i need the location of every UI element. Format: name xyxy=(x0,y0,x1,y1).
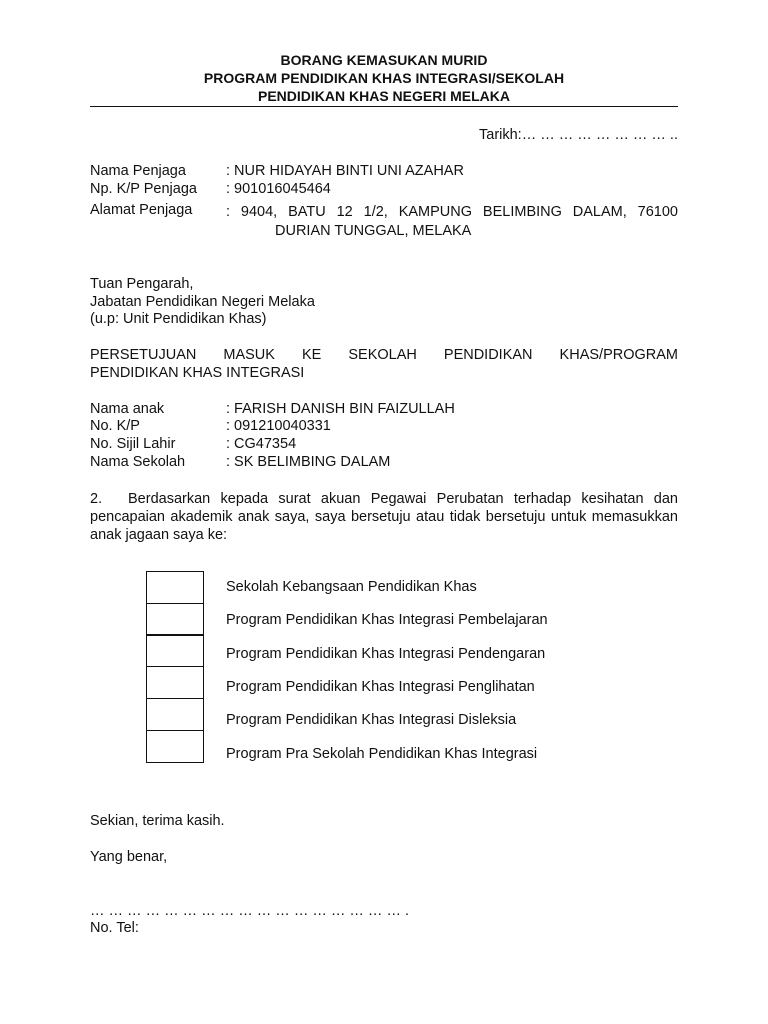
form-header xyxy=(90,51,678,105)
child-birth-cert-row xyxy=(90,436,678,452)
child-school-label: Nama Sekolah xyxy=(90,454,186,470)
consent-paragraph xyxy=(90,490,678,544)
child-school-value: : SK BELIMBING DALAM xyxy=(226,454,391,470)
recipient-unit: (u.p: Unit Pendidikan Khas) xyxy=(90,311,267,327)
guardian-name-row xyxy=(90,163,678,179)
closing-thanks: Sekian, terima kasih. xyxy=(90,813,225,829)
child-birth-cert-label: No. Sijil Lahir xyxy=(90,436,176,452)
option-checkboxes xyxy=(146,572,204,763)
checkbox-pra-sekolah[interactable] xyxy=(146,730,204,763)
guardian-ic-label: Np. K/P Penjaga xyxy=(90,181,197,197)
option-label: Program Pendidikan Khas Integrasi Pembelajaran xyxy=(226,612,548,628)
child-ic-label: No. K/P xyxy=(90,418,140,434)
subject-block xyxy=(90,347,678,382)
option-label: Program Pendidikan Khas Integrasi Pendengaran xyxy=(226,646,546,662)
option-label: Program Pra Sekolah Pendidikan Khas Integrasi xyxy=(226,746,538,762)
header-title: BORANG KEMASUKAN MURID xyxy=(280,52,488,68)
date-field: Tarikh:… … … … … … … … .. xyxy=(479,127,678,143)
paragraph-text: Berdasarkan kepada surat akuan Pegawai Perubatan terhadap kesihatan dan pencapaian akademik anak saya, saya bersetuju atau tidak bersetuju untuk memasukkan anak jagaan saya ke: xyxy=(90,491,678,543)
paragraph-number: 2. xyxy=(90,491,103,507)
guardian-name-value: : NUR HIDAYAH BINTI UNI AZAHAR xyxy=(226,163,464,179)
child-birth-cert-value: : CG47354 xyxy=(226,436,297,452)
child-ic-value: : 091210040331 xyxy=(226,418,331,434)
option-label: Sekolah Kebangsaan Pendidikan Khas xyxy=(226,579,477,595)
closing-sincerely: Yang benar, xyxy=(90,849,168,865)
guardian-ic-row xyxy=(90,181,678,197)
child-name-row xyxy=(90,401,678,417)
guardian-address-line-1: : 9404, BATU 12 1/2, KAMPUNG BELIMBING DALAM, 76100 xyxy=(226,204,678,220)
checkbox-integrasi-pendengaran[interactable] xyxy=(146,634,204,667)
recipient-block xyxy=(90,276,678,329)
recipient-title: Tuan Pengarah, xyxy=(90,276,194,292)
child-school-row xyxy=(90,454,678,470)
guardian-ic-value: : 901016045464 xyxy=(226,181,331,197)
header-divider xyxy=(90,106,678,107)
subject-line-2: PENDIDIKAN KHAS INTEGRASI xyxy=(90,364,305,381)
signature-line: … … … … … … … … … … … … … … … … … . xyxy=(90,903,410,919)
guardian-name-label: Nama Penjaga xyxy=(90,163,186,179)
option-label: Program Pendidikan Khas Integrasi Penglihatan xyxy=(226,679,535,695)
header-subtitle-2: PENDIDIKAN KHAS NEGERI MELAKA xyxy=(257,88,510,104)
checkbox-integrasi-penglihatan[interactable] xyxy=(146,666,204,699)
checkbox-sekolah-kebangsaan[interactable] xyxy=(146,571,204,604)
checkbox-integrasi-pembelajaran[interactable] xyxy=(146,603,204,636)
child-ic-row xyxy=(90,418,678,434)
guardian-address-label: Alamat Penjaga xyxy=(90,202,193,218)
subject-line-1: PERSETUJUAN MASUK KE SEKOLAH PENDIDIKAN KHAS/PROGRAM xyxy=(90,347,678,363)
child-name-label: Nama anak xyxy=(90,401,165,417)
child-name-value: : FARISH DANISH BIN FAIZULLAH xyxy=(226,401,455,417)
checkbox-integrasi-disleksia[interactable] xyxy=(146,698,204,731)
option-label: Program Pendidikan Khas Integrasi Disleksia xyxy=(226,712,517,728)
phone-label: No. Tel: xyxy=(90,920,139,936)
header-subtitle: PROGRAM PENDIDIKAN KHAS INTEGRASI/SEKOLAH xyxy=(203,70,565,86)
guardian-address-line-2: DURIAN TUNGGAL, MELAKA xyxy=(275,223,472,239)
recipient-department: Jabatan Pendidikan Negeri Melaka xyxy=(90,293,315,310)
